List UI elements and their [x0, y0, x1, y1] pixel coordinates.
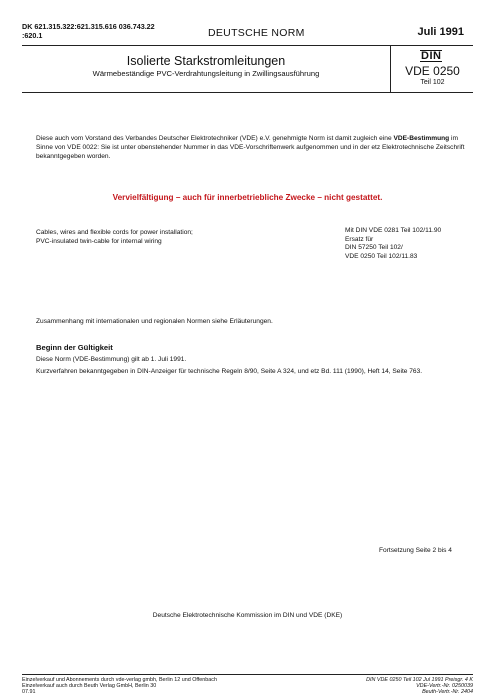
- committee-line: Deutsche Elektrotechnische Kommission im DIN und VDE (DKE): [152, 612, 343, 619]
- relation-note: Zusammenhang mit internationalen und regionalen Normen siehe Erläuterungen.: [36, 318, 273, 325]
- footer-left-line-3: 07.91: [22, 689, 36, 696]
- validity-text-2: Kurzverfahren bekanntgegeben in DIN-Anzeiger für technische Regeln 8/90, Seite A 324, und etz Bd. 111 (1990), Heft 14, Seite 763.: [36, 368, 423, 375]
- title-column: [22, 46, 390, 92]
- validity-heading: Beginn der Gültigkeit: [36, 343, 113, 352]
- dk-line-2: :620.1: [22, 30, 43, 40]
- footer-divider: [22, 674, 473, 675]
- dk-line-1: DK 621.315.322:621.315.616 036.743.22: [22, 22, 155, 31]
- issue-date: Juli 1991: [417, 26, 464, 38]
- footer-right-line-2: VDE-Vertr.-Nr. 0250039: [416, 683, 473, 690]
- din-designation-box: [390, 46, 474, 92]
- intro-text-before: Diese auch vom Vorstand des Verbandes Deutscher Elektrotechniker (VDE) e.V. genehmigte Norm ist damit zugleich eine: [36, 135, 394, 142]
- din-logo: DIN: [421, 50, 442, 62]
- standard-part: Teil 102: [420, 79, 445, 86]
- footer-left: [22, 677, 217, 695]
- document-title: Isolierte Starkstromleitungen: [126, 54, 286, 68]
- footer-right-line-1: DIN VDE 0250 Teil 102 Jul 1991 Preisgr. 4 K: [366, 677, 473, 683]
- english-title-line-2: PVC-insulated twin-cable for internal wiring: [36, 237, 162, 245]
- footer-right: [366, 677, 473, 695]
- document-type: DEUTSCHE NORM: [208, 27, 305, 39]
- footer-right-line-3: Beuth-Vertr.-Nr. 2404: [422, 689, 473, 696]
- replacement-line-3: DIN 57250 Teil 102/: [345, 244, 403, 252]
- english-title: [36, 229, 306, 247]
- replacement-line-1: Mit DIN VDE 0281 Teil 102/11.90: [345, 227, 442, 234]
- standard-number: VDE 0250: [405, 64, 460, 78]
- reproduction-notice: Vervielfältigung – auch für innerbetriebliche Zwecke – nicht gestattet.: [112, 193, 383, 202]
- continuation-note: Fortsetzung Seite 2 bis 4: [379, 547, 452, 554]
- replacement-line-2: Ersatz für: [345, 235, 374, 243]
- dk-classification: [22, 23, 155, 40]
- footer-left-line-2: Einzelverkauf auch durch Beuth Verlag GmbH, Berlin 30: [22, 683, 157, 690]
- document-subtitle: Wärmebeständige PVC-Verdrahtungsleitung in Zwillingsausführung: [92, 69, 320, 78]
- intro-text-bold: VDE-Bestimmung: [393, 135, 450, 142]
- replacement-note: [345, 227, 470, 261]
- footer-left-line-1: Einzelverkauf und Abonnements durch vde-verlag gmbh, Berlin 12 und Offenbach: [22, 677, 217, 683]
- title-block: [22, 45, 473, 93]
- intro-text-after: im Sinne von VDE 0022: Sie ist unter obenstehender Nummer in das VDE-Vorschriftenwerk aufgenommen und in der etz Elektrotechnische Zeitschrift bekanntgegeben worden.: [36, 135, 465, 160]
- english-title-line-1: Cables, wires and flexible cords for power installation;: [36, 229, 193, 236]
- replacement-line-4: VDE 0250 Teil 102/11.83: [345, 252, 418, 260]
- validity-text-1: Diese Norm (VDE-Bestimmung) gilt ab 1. Juli 1991.: [36, 356, 187, 363]
- intro-paragraph: [36, 135, 468, 161]
